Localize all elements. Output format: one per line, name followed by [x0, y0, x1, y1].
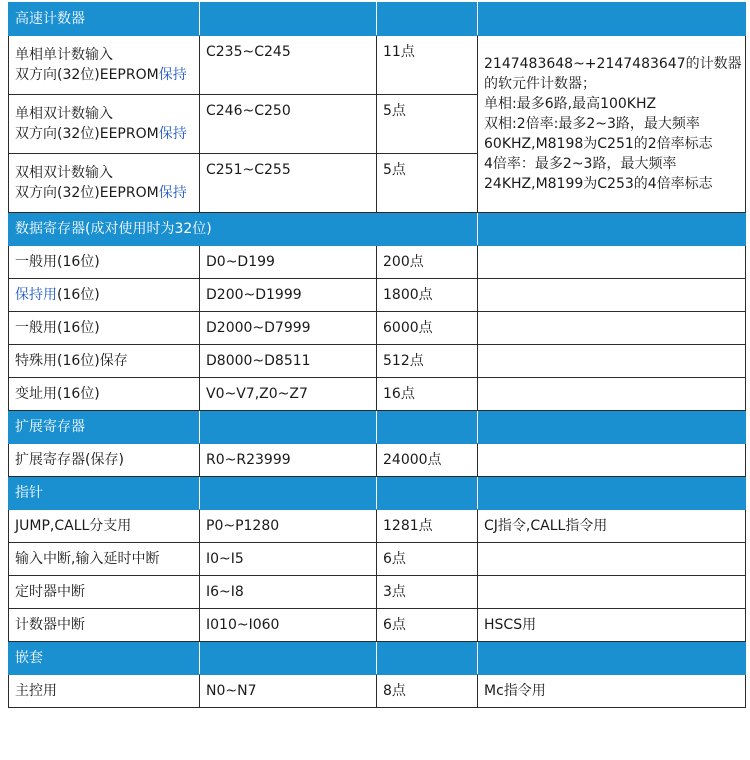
row-range: D2000~D7999	[200, 312, 377, 345]
row-range: C246~C250	[200, 95, 377, 154]
row-range: C251~C255	[200, 154, 377, 213]
row-name: 一般用(16位)	[9, 312, 200, 345]
row-name: 定时器中断	[9, 576, 200, 609]
row-name: 输入中断,输入延时中断	[9, 543, 200, 576]
section-title: 指针	[9, 477, 200, 510]
row-qty: 24000点	[377, 444, 478, 477]
row-qty: 8点	[377, 675, 478, 708]
row-range: C235~C245	[200, 36, 377, 95]
row-range: R0~R23999	[200, 444, 377, 477]
row-name: 变址用(16位)	[9, 378, 200, 411]
row-name: 扩展寄存器(保存)	[9, 444, 200, 477]
table-row	[9, 510, 746, 543]
row-name: 双相双计数输入 双方向(32位)EEPROM保持	[9, 154, 200, 213]
row-name: 单相单计数输入 双方向(32位)EEPROM保持	[9, 36, 200, 95]
section-header-nest	[9, 642, 746, 675]
table-row	[9, 36, 746, 95]
section-title: 数据寄存器(成对使用时为32位)	[9, 213, 377, 246]
row-qty: 16点	[377, 378, 478, 411]
row-range: V0~V7,Z0~Z7	[200, 378, 377, 411]
row-note	[478, 345, 746, 378]
row-name: 计数器中断	[9, 609, 200, 642]
row-name: 保持用(16位)	[9, 279, 200, 312]
row-name: 单相双计数输入 双方向(32位)EEPROM保持	[9, 95, 200, 154]
row-note: CJ指令,CALL指令用	[478, 510, 746, 543]
table-row	[9, 444, 746, 477]
row-note	[478, 246, 746, 279]
table-row	[9, 246, 746, 279]
table-row	[9, 345, 746, 378]
row-qty: 11点	[377, 36, 478, 95]
table-row	[9, 312, 746, 345]
row-qty: 6点	[377, 609, 478, 642]
row-note	[478, 576, 746, 609]
section-title: 嵌套	[9, 642, 200, 675]
table-row	[9, 675, 746, 708]
row-note: HSCS用	[478, 609, 746, 642]
counter-note: 2147483648~+2147483647的计数器 的软元件计数器； 单相:最多6路,最高100KHZ 双相:2倍率:最多2~3路，最大频率 60KHZ,M8198为C251的2倍率标志 4倍率：最多2~3路，最大频率 24KHZ,M8199为C253的4倍率标志	[478, 36, 746, 213]
table-row	[9, 543, 746, 576]
spec-table	[8, 2, 746, 708]
row-range: I0~I5	[200, 543, 377, 576]
row-qty: 200点	[377, 246, 478, 279]
row-range: N0~N7	[200, 675, 377, 708]
row-range: I6~I8	[200, 576, 377, 609]
row-range: P0~P1280	[200, 510, 377, 543]
row-note	[478, 312, 746, 345]
row-name: 特殊用(16位)保存	[9, 345, 200, 378]
table-row	[9, 576, 746, 609]
section-title: 高速计数器	[9, 3, 200, 36]
row-note	[478, 279, 746, 312]
section-header-counter	[9, 3, 746, 36]
row-qty: 6000点	[377, 312, 478, 345]
row-qty: 5点	[377, 95, 478, 154]
row-qty: 5点	[377, 154, 478, 213]
section-header-ext-register	[9, 411, 746, 444]
row-qty: 6点	[377, 543, 478, 576]
row-name: 一般用(16位)	[9, 246, 200, 279]
row-note: Mc指令用	[478, 675, 746, 708]
row-name: JUMP,CALL分支用	[9, 510, 200, 543]
table-row	[9, 279, 746, 312]
table-row	[9, 609, 746, 642]
row-note	[478, 543, 746, 576]
row-qty: 1281点	[377, 510, 478, 543]
row-range: D200~D1999	[200, 279, 377, 312]
row-note	[478, 378, 746, 411]
section-title: 扩展寄存器	[9, 411, 200, 444]
section-header-data-register	[9, 213, 746, 246]
row-qty: 1800点	[377, 279, 478, 312]
row-range: I010~I060	[200, 609, 377, 642]
row-qty: 512点	[377, 345, 478, 378]
row-name: 主控用	[9, 675, 200, 708]
section-header-pointer	[9, 477, 746, 510]
row-note	[478, 444, 746, 477]
row-range: D0~D199	[200, 246, 377, 279]
table-row	[9, 378, 746, 411]
row-qty: 3点	[377, 576, 478, 609]
row-range: D8000~D8511	[200, 345, 377, 378]
